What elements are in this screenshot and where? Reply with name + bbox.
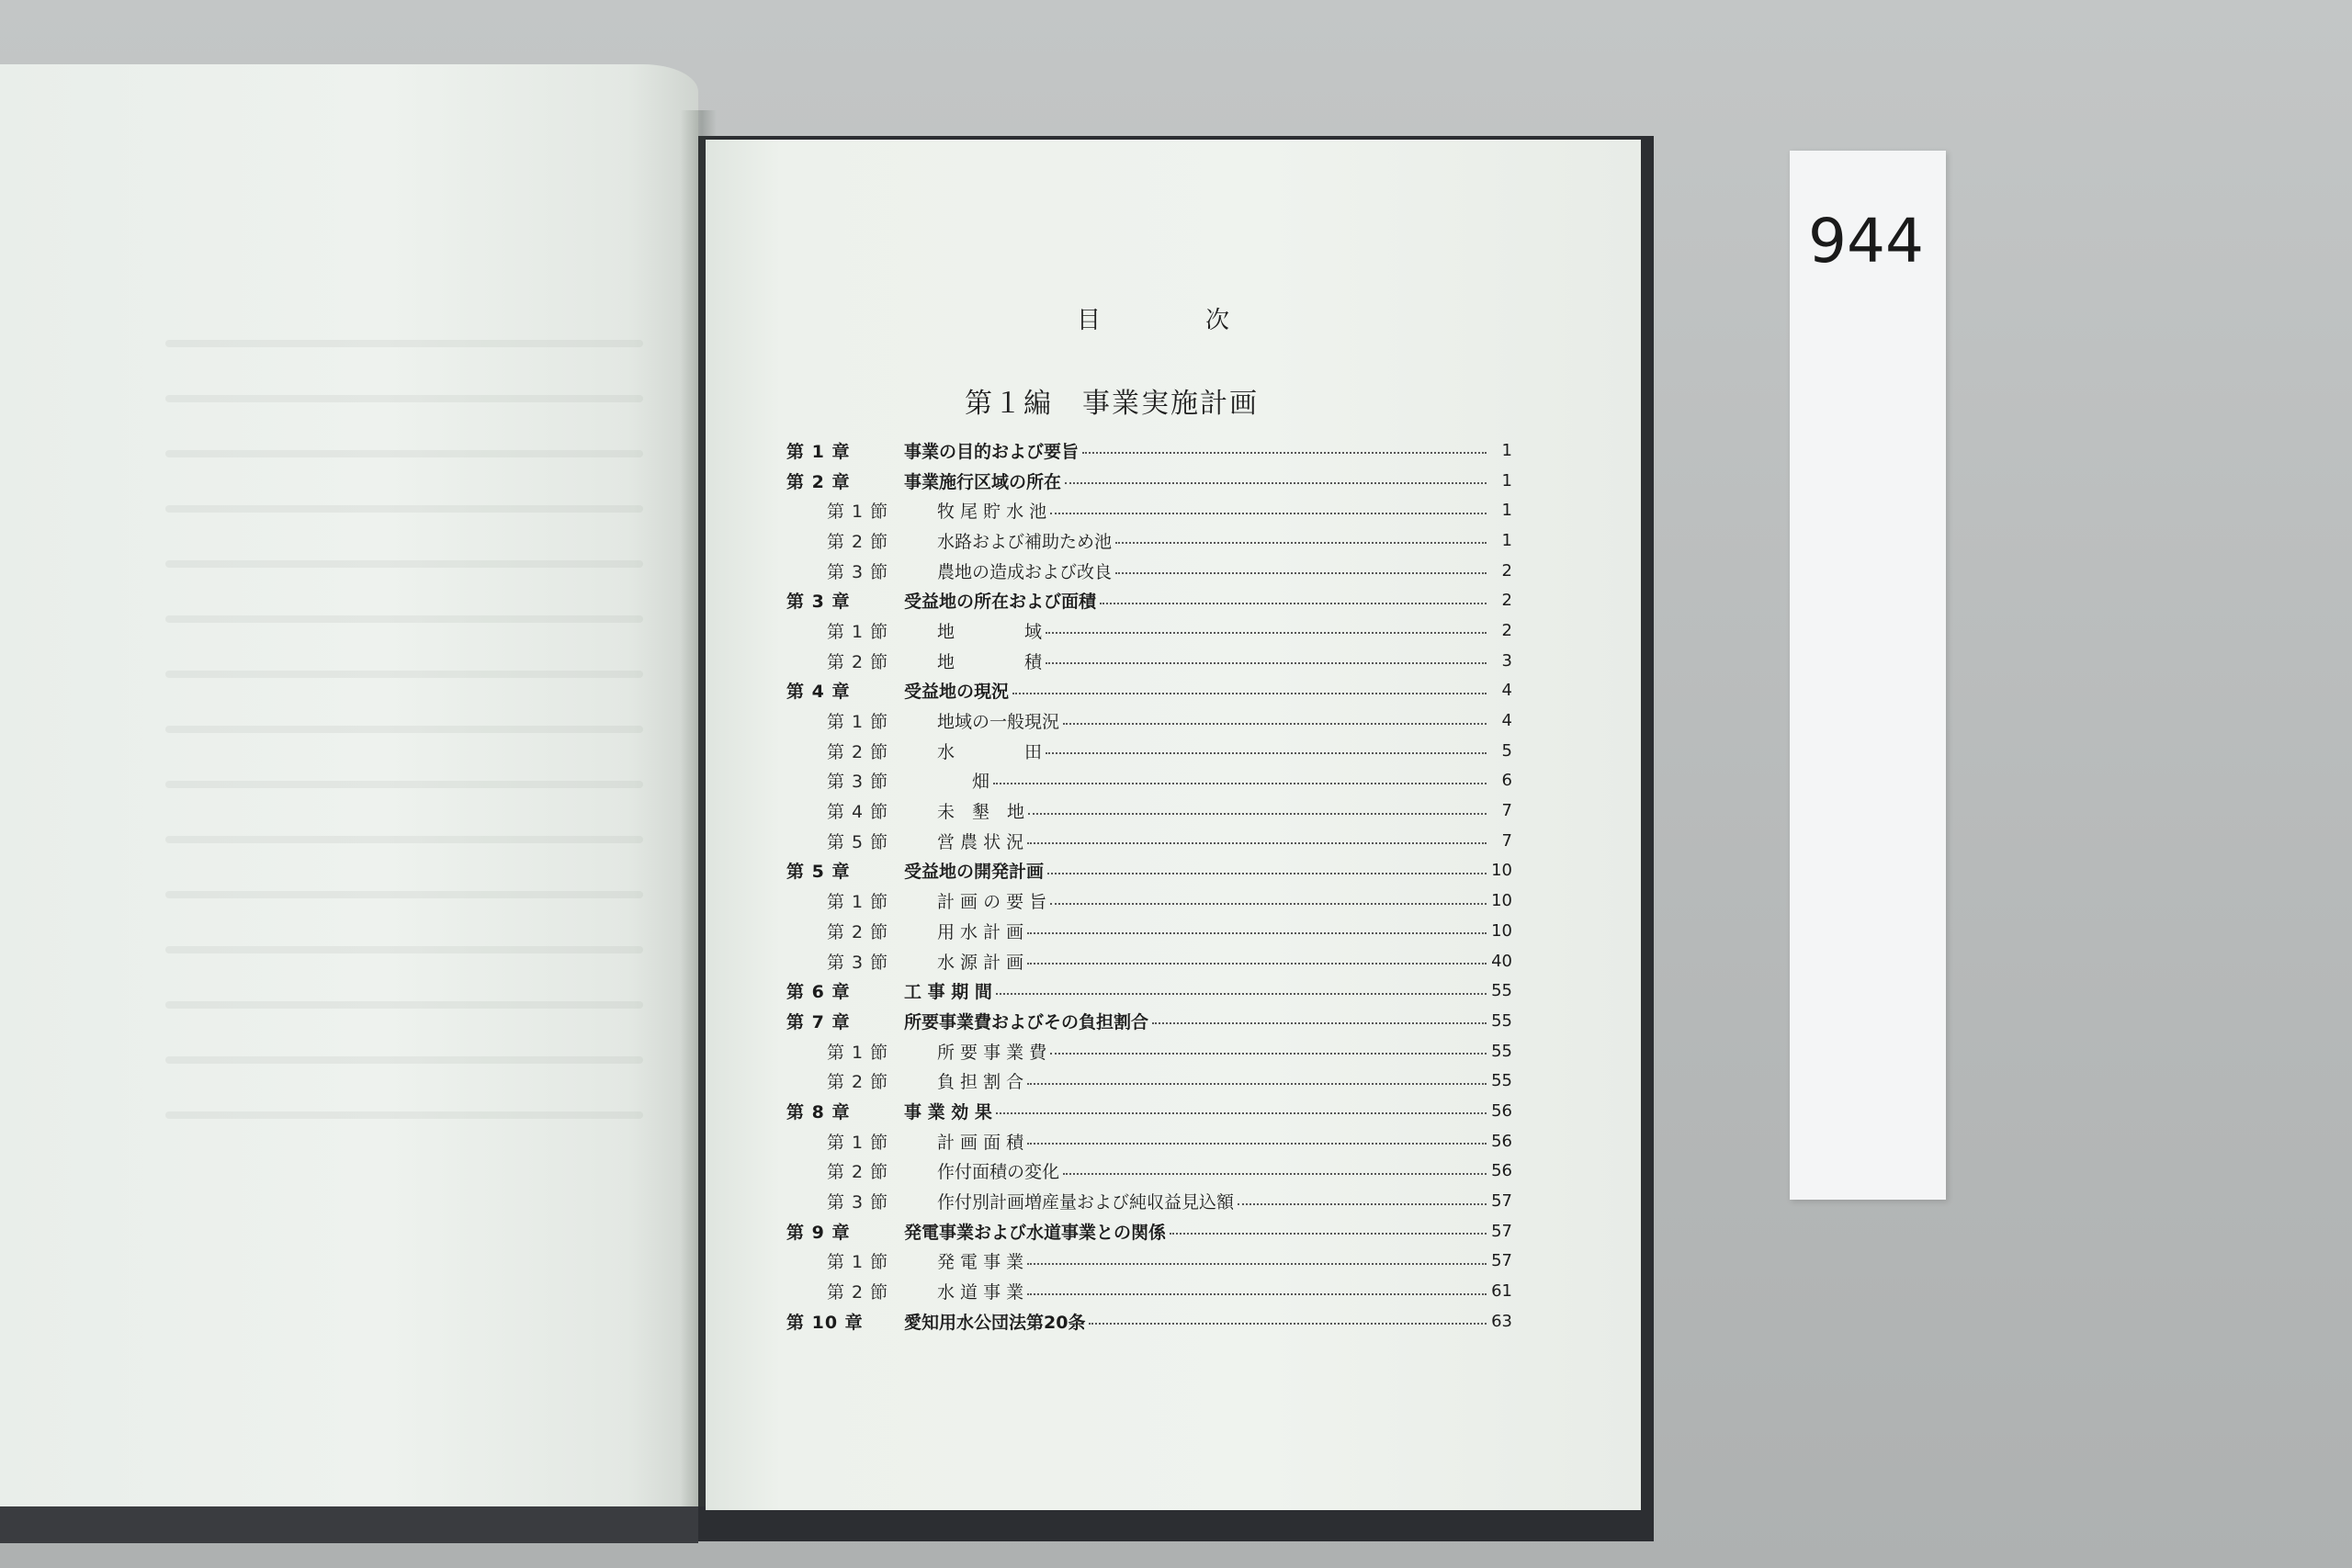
bleed-through-line xyxy=(165,1001,643,1009)
page-number: 40 xyxy=(1491,951,1512,971)
toc-section-row xyxy=(786,916,1512,946)
page-number: 6 xyxy=(1501,771,1512,791)
section-number: 第 1 節 xyxy=(827,621,889,642)
bleed-through-line xyxy=(165,891,643,898)
page-number: 4 xyxy=(1501,711,1512,731)
dot-leader xyxy=(1115,572,1487,574)
page-number: 55 xyxy=(1491,1071,1512,1091)
entry-title-wrap xyxy=(904,468,1490,493)
section-title: 地域の一般現況 xyxy=(937,712,1060,733)
section-number: 第 4 節 xyxy=(827,802,889,823)
toc-section-row xyxy=(786,1186,1512,1216)
chapter-title: 発電事業および水道事業との関係 xyxy=(904,1222,1167,1243)
entry-title-wrap xyxy=(904,618,1490,643)
section-number: 第 2 節 xyxy=(827,531,889,552)
bleed-through-line xyxy=(165,395,643,402)
bleed-through-line xyxy=(165,505,643,513)
entry-title-wrap xyxy=(904,1158,1490,1183)
section-number: 第 1 節 xyxy=(827,1132,889,1153)
toc-section-row xyxy=(786,826,1512,856)
bleed-through-line xyxy=(165,781,643,788)
page-number: 57 xyxy=(1491,1191,1512,1212)
toc-chapter-row xyxy=(786,856,1512,886)
book-cover-edge xyxy=(0,1506,698,1543)
dot-leader xyxy=(1063,1173,1487,1175)
dot-leader xyxy=(1238,1203,1487,1205)
entry-title-wrap xyxy=(904,1039,1490,1064)
chapter-title: 事 業 効 果 xyxy=(904,1101,992,1122)
dot-leader xyxy=(1027,1083,1487,1085)
chapter-number: 第 5 章 xyxy=(786,862,851,883)
section-title: 作付面積の変化 xyxy=(937,1162,1060,1183)
dot-leader xyxy=(1027,1143,1487,1145)
toc-section-row xyxy=(786,736,1512,766)
entry-title-wrap xyxy=(904,1219,1490,1244)
index-tag-number: 944 xyxy=(1808,206,1924,276)
dot-leader xyxy=(1046,662,1487,664)
section-title: 水 田 xyxy=(937,741,1043,762)
page-number: 56 xyxy=(1491,1100,1512,1121)
section-number: 第 3 節 xyxy=(827,772,889,793)
dot-leader xyxy=(1027,1293,1487,1295)
section-number: 第 1 節 xyxy=(827,1252,889,1273)
dot-leader xyxy=(1050,903,1487,905)
toc-section-row xyxy=(786,1036,1512,1066)
section-title: 作付別計画増産量および純収益見込額 xyxy=(937,1192,1235,1213)
toc-chapter-row xyxy=(786,1216,1512,1247)
dot-leader xyxy=(1047,873,1487,874)
toc-title: 目 次 xyxy=(1077,307,1271,334)
section-title: 用 水 計 画 xyxy=(937,921,1024,942)
toc-section-row xyxy=(786,556,1512,586)
page-number: 55 xyxy=(1491,1010,1512,1031)
chapter-number: 第 6 章 xyxy=(786,982,851,1003)
entry-title-wrap xyxy=(904,888,1490,913)
toc-chapter-row xyxy=(786,1006,1512,1036)
part-title: 第１編 事業実施計画 xyxy=(965,388,1259,420)
toc-section-row xyxy=(786,525,1512,556)
dot-leader xyxy=(1028,813,1487,815)
bleed-through-line xyxy=(165,836,643,843)
section-number: 第 2 節 xyxy=(827,1282,889,1303)
section-title: 所 要 事 業 費 xyxy=(937,1042,1047,1063)
toc-chapter-row xyxy=(786,676,1512,706)
page-number: 2 xyxy=(1501,591,1512,611)
page-number: 10 xyxy=(1491,891,1512,911)
section-number: 第 3 節 xyxy=(827,952,889,973)
dot-leader xyxy=(1063,723,1487,725)
bleed-through-line xyxy=(165,340,643,347)
dot-leader xyxy=(1012,693,1487,694)
section-title: 地 域 xyxy=(937,621,1043,642)
section-title: 水 道 事 業 xyxy=(937,1282,1024,1303)
bleed-through-line xyxy=(165,450,643,457)
entry-title-wrap xyxy=(904,858,1490,883)
page-number: 5 xyxy=(1501,740,1512,761)
chapter-title: 受益地の現況 xyxy=(904,682,1010,703)
section-title: 発 電 事 業 xyxy=(937,1252,1024,1273)
page-number: 63 xyxy=(1491,1311,1512,1331)
page-number: 61 xyxy=(1491,1281,1512,1302)
dot-leader xyxy=(993,783,1487,784)
toc-section-row xyxy=(786,495,1512,525)
entry-title-wrap xyxy=(904,528,1490,553)
entry-title-wrap xyxy=(904,949,1490,974)
section-number: 第 2 節 xyxy=(827,1072,889,1093)
toc-section-row xyxy=(786,1247,1512,1277)
toc-section-row xyxy=(786,886,1512,916)
entry-title-wrap xyxy=(904,649,1490,673)
dot-leader xyxy=(1082,452,1487,454)
chapter-title: 工 事 期 間 xyxy=(904,982,992,1003)
dot-leader xyxy=(996,1112,1487,1114)
section-number: 第 2 節 xyxy=(827,741,889,762)
toc-section-row xyxy=(786,1156,1512,1187)
section-title: 未 墾 地 xyxy=(937,802,1025,823)
index-tag xyxy=(1790,151,1946,1200)
toc-section-row xyxy=(786,795,1512,826)
dot-leader xyxy=(1027,932,1487,934)
toc-chapter-row xyxy=(786,585,1512,615)
toc-section-row xyxy=(786,615,1512,646)
section-number: 第 2 節 xyxy=(827,1162,889,1183)
section-number: 第 3 節 xyxy=(827,1192,889,1213)
dot-leader xyxy=(1065,482,1487,484)
entry-title-wrap xyxy=(904,829,1490,853)
section-number: 第 2 節 xyxy=(827,921,889,942)
entry-title-wrap xyxy=(904,1009,1490,1033)
dot-leader xyxy=(1100,603,1487,604)
chapter-title: 事業の目的および要旨 xyxy=(904,441,1080,462)
section-title: 牧 尾 貯 水 池 xyxy=(937,502,1047,523)
section-title: 営 農 状 況 xyxy=(937,831,1024,852)
section-number: 第 1 節 xyxy=(827,712,889,733)
entry-title-wrap xyxy=(904,1279,1490,1303)
page-number: 2 xyxy=(1501,560,1512,581)
entry-title-wrap xyxy=(904,798,1490,823)
page-number: 1 xyxy=(1501,440,1512,460)
chapter-number: 第 7 章 xyxy=(786,1011,851,1032)
chapter-title: 所要事業費およびその負担割合 xyxy=(904,1011,1149,1032)
entry-title-wrap xyxy=(904,498,1490,523)
page-number: 57 xyxy=(1491,1251,1512,1271)
page-number: 1 xyxy=(1501,470,1512,491)
bleed-through-line xyxy=(165,560,643,568)
section-number: 第 1 節 xyxy=(827,502,889,523)
entry-title-wrap xyxy=(904,919,1490,943)
dot-leader xyxy=(996,993,1487,995)
entry-title-wrap xyxy=(904,558,1490,583)
entry-title-wrap xyxy=(904,438,1490,463)
dot-leader xyxy=(1050,513,1487,514)
bleed-through-line xyxy=(165,726,643,733)
entry-title-wrap xyxy=(904,768,1490,793)
entry-title-wrap xyxy=(904,1189,1490,1213)
toc-section-row xyxy=(786,646,1512,676)
section-title: 畑 xyxy=(937,772,990,793)
toc-chapter-row xyxy=(786,1306,1512,1337)
section-title: 水路および補助ため池 xyxy=(937,531,1113,552)
chapter-title: 事業施行区域の所在 xyxy=(904,471,1062,492)
toc-chapter-row xyxy=(786,976,1512,1006)
bleed-through-line xyxy=(165,1056,643,1064)
toc-section-row xyxy=(786,705,1512,736)
section-number: 第 5 節 xyxy=(827,831,889,852)
toc-section-row xyxy=(786,1126,1512,1156)
dot-leader xyxy=(1089,1323,1487,1325)
entry-title-wrap xyxy=(904,739,1490,763)
page-number: 55 xyxy=(1491,1041,1512,1061)
entry-title-wrap xyxy=(904,1099,1490,1123)
entry-title-wrap xyxy=(904,1068,1490,1093)
chapter-number: 第 1 章 xyxy=(786,441,851,462)
bleed-through-line xyxy=(165,1111,643,1119)
entry-title-wrap xyxy=(904,978,1490,1003)
page-number: 4 xyxy=(1501,681,1512,701)
section-number: 第 3 節 xyxy=(827,561,889,582)
chapter-number: 第 8 章 xyxy=(786,1101,851,1122)
dot-leader xyxy=(1152,1022,1487,1024)
bleed-through-line xyxy=(165,615,643,623)
chapter-number: 第 10 章 xyxy=(786,1312,864,1333)
page-number: 10 xyxy=(1491,861,1512,881)
page-number: 56 xyxy=(1491,1161,1512,1181)
entry-title-wrap xyxy=(904,588,1490,613)
toc-section-row xyxy=(786,766,1512,796)
section-title: 水 源 計 画 xyxy=(937,952,1024,973)
section-title: 計 画 面 積 xyxy=(937,1132,1024,1153)
dot-leader xyxy=(1170,1233,1487,1235)
page-number: 56 xyxy=(1491,1131,1512,1151)
entry-title-wrap xyxy=(904,708,1490,733)
toc-chapter-row xyxy=(786,466,1512,496)
bleed-through-line xyxy=(165,671,643,678)
chapter-number: 第 4 章 xyxy=(786,682,851,703)
dot-leader xyxy=(1046,632,1487,634)
section-title: 農地の造成および改良 xyxy=(937,561,1113,582)
toc-section-row xyxy=(786,946,1512,976)
page-number: 1 xyxy=(1501,501,1512,521)
section-title: 計 画 の 要 旨 xyxy=(937,892,1047,913)
entry-title-wrap xyxy=(904,678,1490,703)
section-number: 第 1 節 xyxy=(827,1042,889,1063)
page-number: 7 xyxy=(1501,801,1512,821)
left-page xyxy=(0,64,698,1506)
page-number: 2 xyxy=(1501,620,1512,640)
dot-leader xyxy=(1027,842,1487,844)
section-number: 第 2 節 xyxy=(827,651,889,672)
toc-section-row xyxy=(786,1276,1512,1306)
page-number: 55 xyxy=(1491,981,1512,1001)
dot-leader xyxy=(1027,1263,1487,1265)
chapter-number: 第 9 章 xyxy=(786,1222,851,1243)
dot-leader xyxy=(1027,963,1487,964)
page-number: 7 xyxy=(1501,830,1512,851)
dot-leader xyxy=(1050,1053,1487,1055)
page-number: 3 xyxy=(1501,650,1512,671)
section-title: 地 積 xyxy=(937,651,1043,672)
chapter-title: 愛知用水公団法第20条 xyxy=(904,1312,1086,1333)
dot-leader xyxy=(1046,752,1487,754)
bleed-through-line xyxy=(165,946,643,953)
chapter-number: 第 3 章 xyxy=(786,592,851,613)
chapter-title: 受益地の所在および面積 xyxy=(904,592,1097,613)
chapter-title: 受益地の開発計画 xyxy=(904,862,1045,883)
entry-title-wrap xyxy=(904,1309,1490,1334)
entry-title-wrap xyxy=(904,1248,1490,1273)
chapter-number: 第 2 章 xyxy=(786,471,851,492)
page-number: 1 xyxy=(1501,530,1512,550)
section-title: 負 担 割 合 xyxy=(937,1072,1024,1093)
page-number: 57 xyxy=(1491,1221,1512,1241)
section-number: 第 1 節 xyxy=(827,892,889,913)
page-number: 10 xyxy=(1491,920,1512,941)
table-of-contents xyxy=(786,435,1512,1337)
dot-leader xyxy=(1115,542,1487,544)
toc-chapter-row xyxy=(786,435,1512,466)
entry-title-wrap xyxy=(904,1129,1490,1154)
toc-section-row xyxy=(786,1066,1512,1096)
toc-chapter-row xyxy=(786,1096,1512,1126)
